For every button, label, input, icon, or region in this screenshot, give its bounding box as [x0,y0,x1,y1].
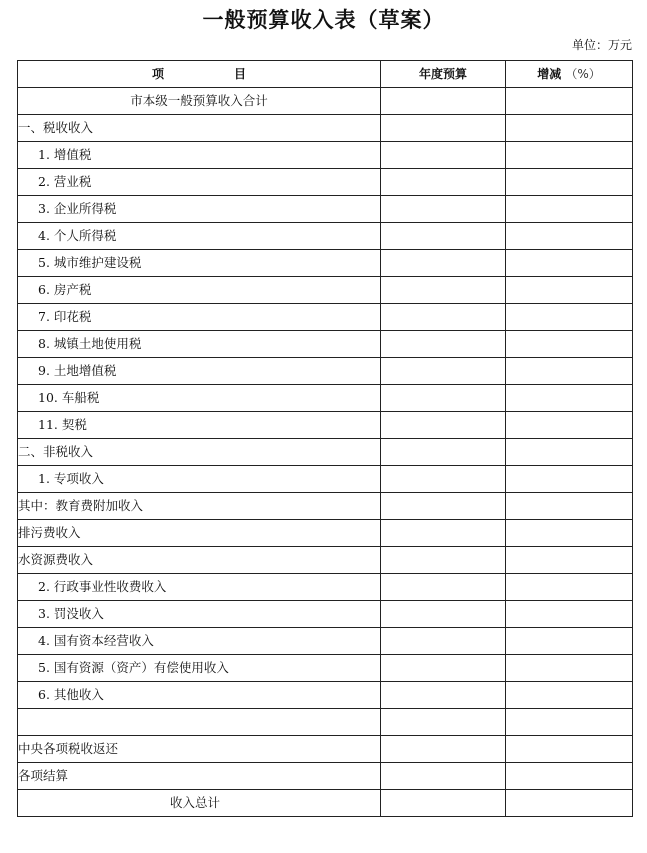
row-change-cell [506,358,633,385]
table-row [18,790,633,817]
row-change-cell [506,277,633,304]
table-row [18,88,633,115]
table-row [18,601,633,628]
row-item-label: 2. 行政事业性收费收入 [18,574,381,601]
row-budget-cell [381,304,506,331]
table-row [18,520,633,547]
row-change-cell [506,601,633,628]
row-budget-cell [381,790,506,817]
table-row [18,412,633,439]
row-item-label: 二、非税收入 [18,439,381,466]
row-budget-cell [381,88,506,115]
row-budget-cell [381,763,506,790]
row-item-label: 各项结算 [18,763,381,790]
table-row [18,142,633,169]
row-item-label: 8. 城镇土地使用税 [18,331,381,358]
row-change-cell [506,628,633,655]
table-row [18,331,633,358]
row-change-cell [506,304,633,331]
row-item-label: 市本级一般预算收入合计 [18,88,381,115]
row-change-cell [506,196,633,223]
header-item [18,61,381,88]
row-budget-cell [381,493,506,520]
row-change-cell [506,547,633,574]
row-item-label: 3. 罚没收入 [18,601,381,628]
row-change-cell [506,493,633,520]
row-change-cell [506,763,633,790]
table-row [18,196,633,223]
table-row [18,277,633,304]
table-row [18,466,633,493]
row-change-cell [506,790,633,817]
row-change-cell [506,682,633,709]
table-row [18,682,633,709]
row-change-cell [506,520,633,547]
table-row [18,547,633,574]
row-budget-cell [381,601,506,628]
header-item-b: 目 [234,67,247,81]
row-item-label: 11. 契税 [18,412,381,439]
row-change-cell [506,655,633,682]
table-row [18,763,633,790]
table-body [18,88,633,817]
row-item-label: 9. 土地增值税 [18,358,381,385]
row-item-label: 5. 国有资源（资产）有偿使用收入 [18,655,381,682]
row-item-label: 1. 增值税 [18,142,381,169]
row-item-label: 5. 城市维护建设税 [18,250,381,277]
row-budget-cell [381,277,506,304]
row-budget-cell [381,655,506,682]
table-row [18,385,633,412]
row-item-label: 10. 车船税 [18,385,381,412]
row-item-label [18,709,381,736]
row-change-cell [506,439,633,466]
row-item-label: 6. 房产税 [18,277,381,304]
row-item-label: 排污费收入 [18,520,381,547]
row-item-label: 其中：教育费附加收入 [18,493,381,520]
row-item-label: 一、税收收入 [18,115,381,142]
row-item-label: 6. 其他收入 [18,682,381,709]
table-row [18,358,633,385]
table-row [18,493,633,520]
row-change-cell [506,412,633,439]
table-row [18,574,633,601]
row-budget-cell [381,709,506,736]
header-budget: 年度预算 [381,61,506,88]
table-row [18,250,633,277]
table-row [18,439,633,466]
table-row [18,628,633,655]
row-change-cell [506,223,633,250]
row-change-cell [506,115,633,142]
header-change-label: 增减 [537,67,562,81]
table-row [18,304,633,331]
row-change-cell [506,466,633,493]
row-budget-cell [381,736,506,763]
row-budget-cell [381,358,506,385]
row-budget-cell [381,439,506,466]
row-budget-cell [381,547,506,574]
row-budget-cell [381,385,506,412]
row-budget-cell [381,223,506,250]
row-change-cell [506,142,633,169]
row-change-cell [506,385,633,412]
row-budget-cell [381,250,506,277]
row-budget-cell [381,682,506,709]
row-budget-cell [381,574,506,601]
row-budget-cell [381,169,506,196]
row-item-label: 2. 营业税 [18,169,381,196]
table-row [18,655,633,682]
row-change-cell [506,574,633,601]
table-row [18,709,633,736]
row-item-label: 收入总计 [18,790,381,817]
header-change [506,61,633,88]
row-budget-cell [381,412,506,439]
row-item-label: 3. 企业所得税 [18,196,381,223]
row-change-cell [506,88,633,115]
table-row [18,115,633,142]
header-item-a: 项 [151,67,164,81]
unit-label: 单位：万元 [571,38,632,52]
header-change-unit: （%） [565,67,601,81]
row-budget-cell [381,331,506,358]
row-item-label: 7. 印花税 [18,304,381,331]
row-change-cell [506,331,633,358]
row-budget-cell [381,196,506,223]
row-item-label: 水资源费收入 [18,547,381,574]
row-budget-cell [381,520,506,547]
row-budget-cell [381,466,506,493]
row-budget-cell [381,628,506,655]
table-header-row [18,61,633,88]
table-row [18,169,633,196]
row-budget-cell [381,142,506,169]
row-item-label: 1. 专项收入 [18,466,381,493]
row-change-cell [506,250,633,277]
row-change-cell [506,736,633,763]
page-title: 一般预算收入表（草案） [202,7,445,32]
row-budget-cell [381,115,506,142]
row-item-label: 4. 个人所得税 [18,223,381,250]
row-change-cell [506,169,633,196]
table-row [18,223,633,250]
row-item-label: 4. 国有资本经营收入 [18,628,381,655]
budget-table [17,60,633,817]
row-change-cell [506,709,633,736]
table-row [18,736,633,763]
row-item-label: 中央各项税收返还 [18,736,381,763]
